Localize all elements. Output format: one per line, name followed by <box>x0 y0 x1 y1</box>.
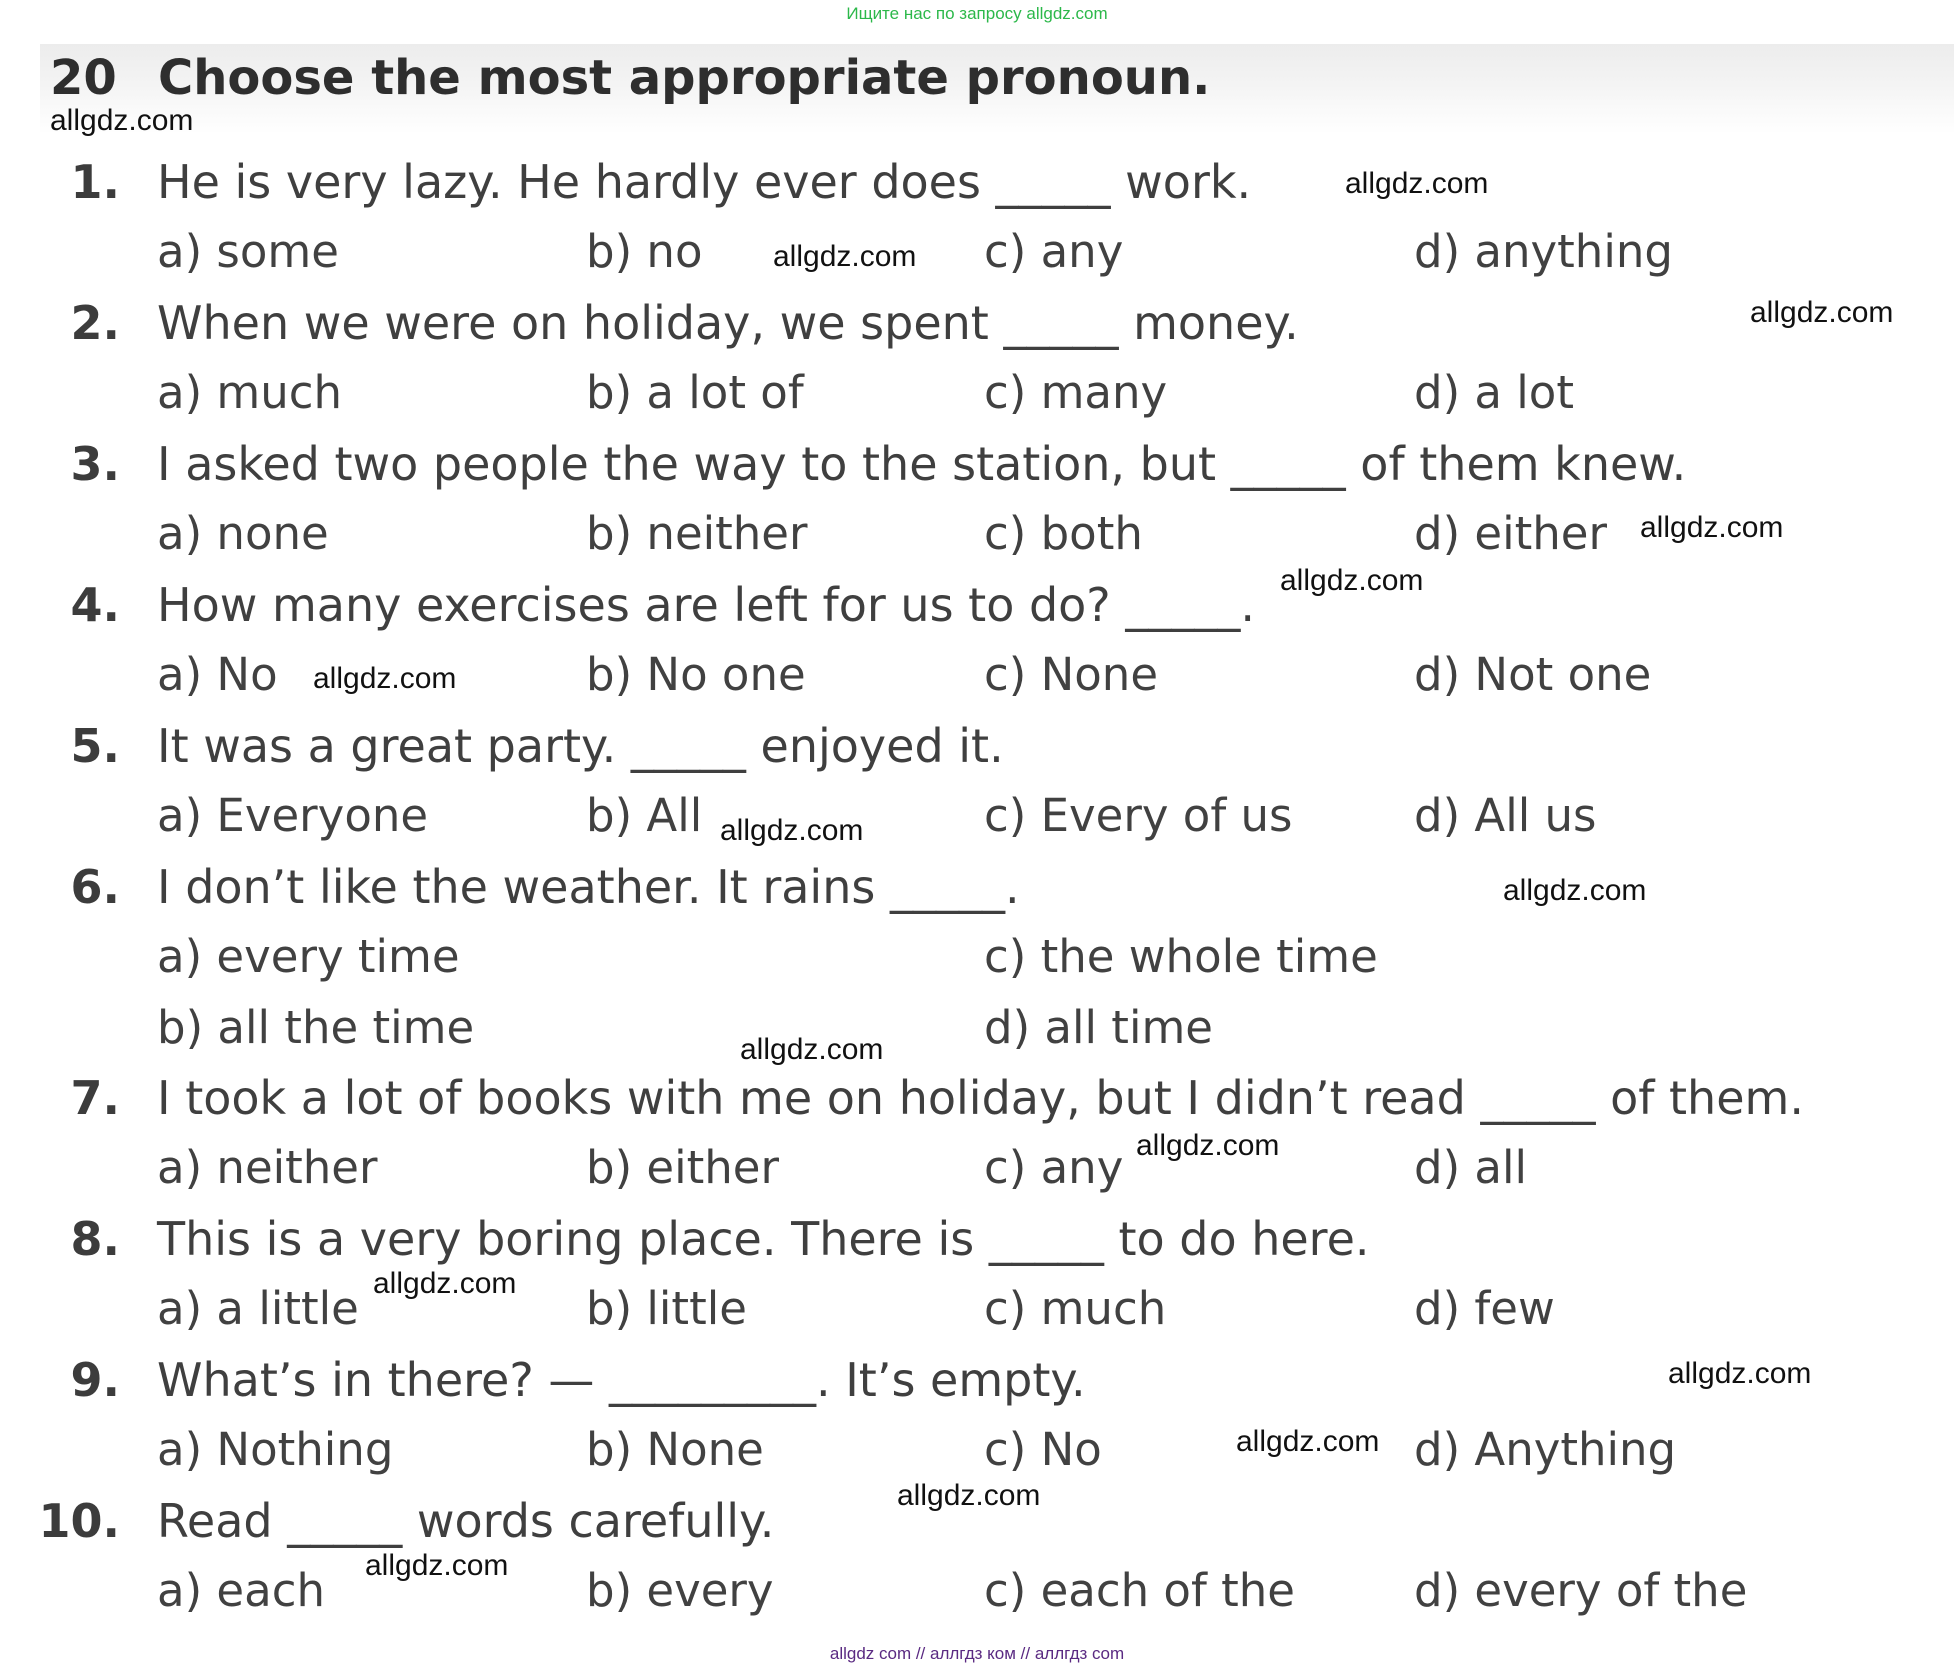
question-text: This is a very boring place. There is _____ to do here. <box>157 1212 1370 1266</box>
answer-option: a) a little <box>157 1282 359 1335</box>
watermark: allgdz.com <box>720 814 864 847</box>
question-number: 1. <box>70 155 120 209</box>
footer-links: allgdz com // аллгдз ком // аллгдз com <box>829 1644 1125 1663</box>
answer-option: d) All us <box>1414 789 1597 842</box>
answer-option: d) Not one <box>1414 648 1652 701</box>
answer-option: a) No <box>157 648 278 701</box>
question-number: 3. <box>70 437 120 491</box>
watermark: allgdz.com <box>1503 874 1647 907</box>
answer-option: b) all the time <box>157 1001 475 1054</box>
answer-option: b) either <box>586 1141 779 1194</box>
answer-option: c) the whole time <box>984 930 1378 983</box>
watermark: allgdz.com <box>1236 1425 1380 1458</box>
answer-option: c) each of the <box>984 1564 1295 1617</box>
question-text: Read _____ words carefully. <box>157 1494 775 1548</box>
answer-option: c) both <box>984 507 1143 560</box>
question-text: I don’t like the weather. It rains _____. <box>157 860 1020 914</box>
watermark: allgdz.com <box>373 1267 517 1300</box>
answer-option: d) Anything <box>1414 1423 1677 1476</box>
answer-option: b) little <box>586 1282 747 1335</box>
answer-option: c) many <box>984 366 1168 419</box>
watermark: allgdz.com <box>773 240 917 273</box>
question-number: 4. <box>70 578 120 632</box>
question-text: He is very lazy. He hardly ever does _____ work. <box>157 155 1252 209</box>
answer-option: b) every <box>586 1564 774 1617</box>
answer-option: d) a lot <box>1414 366 1574 419</box>
answer-option: d) all <box>1414 1141 1528 1194</box>
answer-option: a) much <box>157 366 343 419</box>
question-number: 5. <box>70 719 120 773</box>
watermark: allgdz.com <box>313 662 457 695</box>
answer-option: a) Nothing <box>157 1423 394 1476</box>
question-text: How many exercises are left for us to do? _____. <box>157 578 1255 632</box>
answer-option: c) None <box>984 648 1159 701</box>
watermark: allgdz.com <box>1136 1129 1280 1162</box>
question-number: 9. <box>70 1353 120 1407</box>
answer-option: c) any <box>984 225 1124 278</box>
answer-option: c) No <box>984 1423 1102 1476</box>
answer-option: a) neither <box>157 1141 378 1194</box>
answer-option: d) all time <box>984 1001 1213 1054</box>
exercise-title: Choose the most appropriate pronoun. <box>158 50 1211 106</box>
answer-option: b) None <box>586 1423 764 1476</box>
top-search-note: Ищите нас по запросу allgdz.com <box>846 4 1108 23</box>
watermark: allgdz.com <box>897 1479 1041 1512</box>
question-number: 6. <box>70 860 120 914</box>
watermark: allgdz.com <box>1640 511 1784 544</box>
answer-option: a) each <box>157 1564 325 1617</box>
answer-option: a) Everyone <box>157 789 429 842</box>
question-text: When we were on holiday, we spent _____ money. <box>157 296 1299 350</box>
answer-option: a) every time <box>157 930 460 983</box>
answer-option: d) every of the <box>1414 1564 1748 1617</box>
answer-option: b) No one <box>586 648 806 701</box>
exercise-number: 20 <box>50 50 117 106</box>
watermark: allgdz.com <box>1668 1357 1812 1390</box>
answer-option: b) a lot of <box>586 366 804 419</box>
answer-option: b) All <box>586 789 703 842</box>
watermark: allgdz.com <box>1345 167 1489 200</box>
question-text: I asked two people the way to the station, but _____ of them knew. <box>157 437 1687 491</box>
answer-option: b) neither <box>586 507 808 560</box>
answer-option: d) few <box>1414 1282 1555 1335</box>
watermark: allgdz.com <box>50 104 194 137</box>
question-text: I took a lot of books with me on holiday, but I didn’t read _____ of them. <box>157 1071 1804 1125</box>
answer-option: c) much <box>984 1282 1167 1335</box>
question-text: It was a great party. _____ enjoyed it. <box>157 719 1004 773</box>
question-number: 7. <box>70 1071 120 1125</box>
question-number: 2. <box>70 296 120 350</box>
watermark: allgdz.com <box>365 1549 509 1582</box>
answer-option: d) anything <box>1414 225 1673 278</box>
watermark: allgdz.com <box>1280 564 1424 597</box>
answer-option: c) any <box>984 1141 1124 1194</box>
answer-option: d) either <box>1414 507 1607 560</box>
answer-option: c) Every of us <box>984 789 1293 842</box>
question-text: What’s in there? — _________. It’s empty. <box>157 1353 1086 1407</box>
exercise-heading <box>50 50 1210 106</box>
answer-option: a) some <box>157 225 339 278</box>
answer-option: a) none <box>157 507 329 560</box>
question-number: 8. <box>70 1212 120 1266</box>
watermark: allgdz.com <box>740 1033 884 1066</box>
watermark: allgdz.com <box>1750 296 1894 329</box>
answer-option: b) no <box>586 225 703 278</box>
question-number: 10. <box>38 1494 120 1548</box>
